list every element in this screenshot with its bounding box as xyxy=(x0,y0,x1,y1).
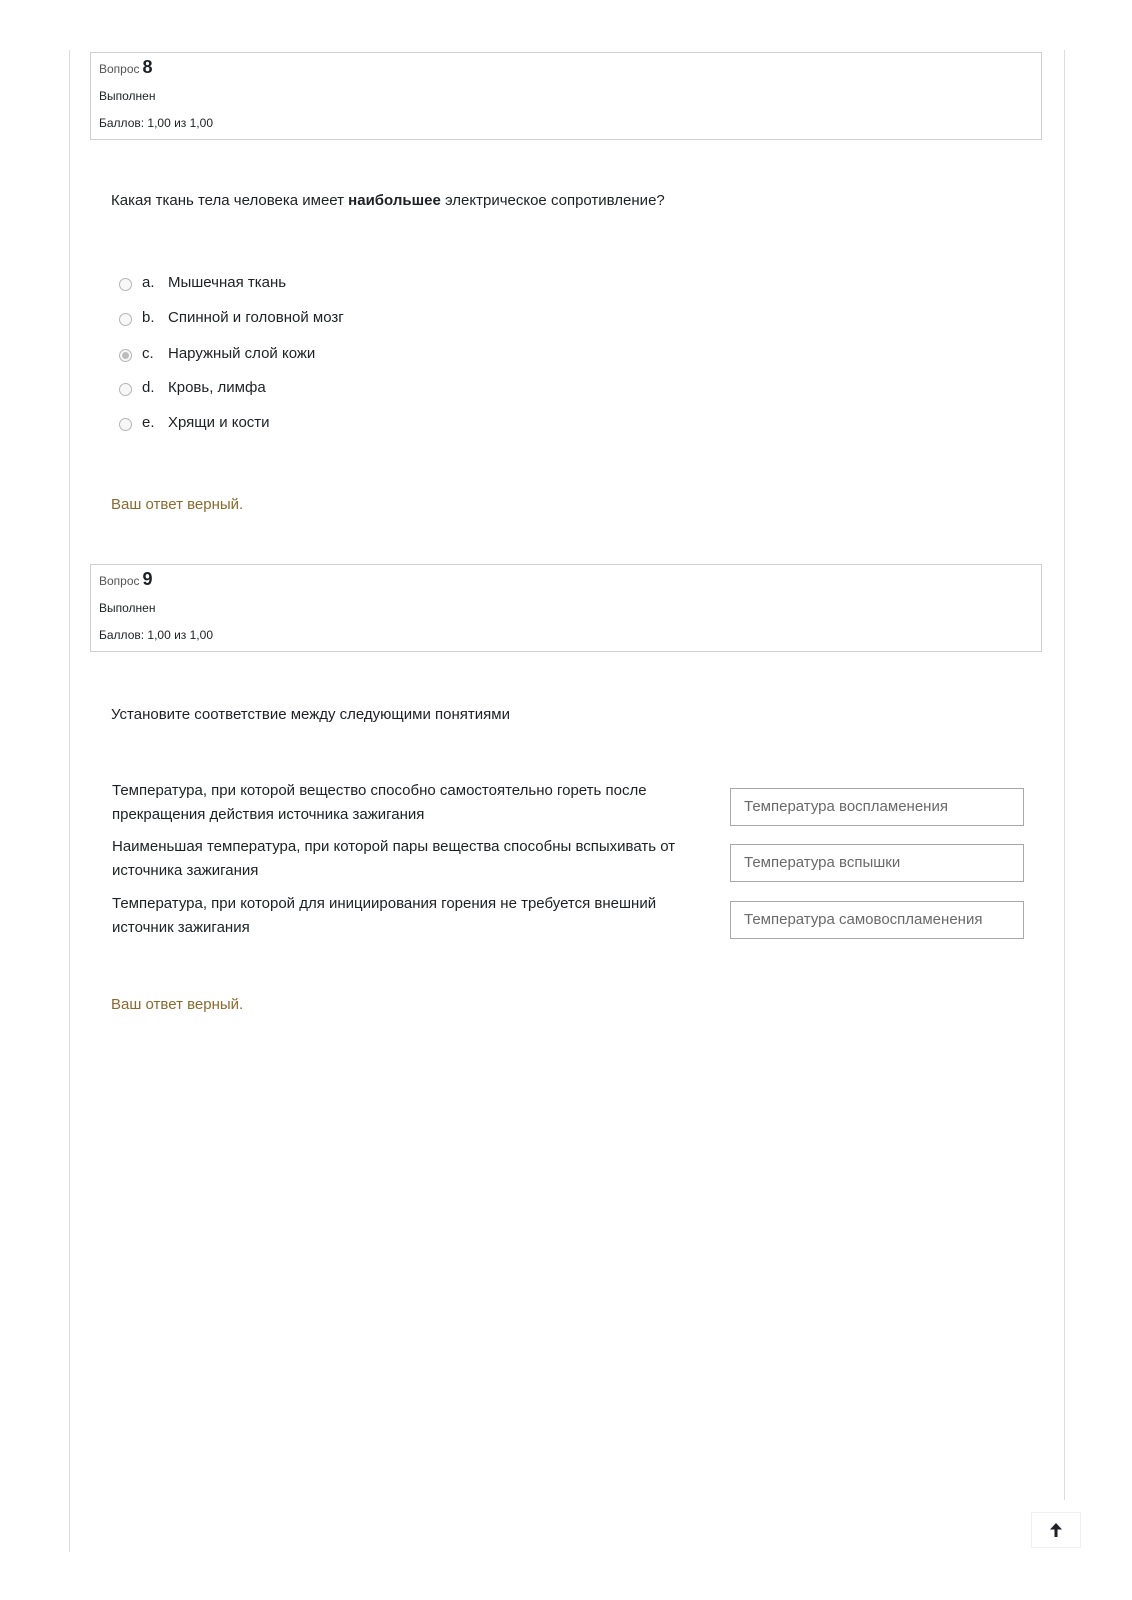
option-letter: e. xyxy=(142,413,155,431)
option-letter: a. xyxy=(142,273,155,291)
question-number-line xyxy=(99,569,153,590)
radio-button[interactable] xyxy=(119,278,132,291)
option-letter: d. xyxy=(142,378,155,396)
question-text xyxy=(111,192,665,209)
option-text: Кровь, лимфа xyxy=(168,378,266,396)
option-text: Хрящи и кости xyxy=(168,413,270,431)
option-text: Наружный слой кожи xyxy=(168,344,316,362)
feedback-correct: Ваш ответ верный. xyxy=(111,996,244,1013)
option-text: Спинной и головной мозг xyxy=(168,308,344,326)
question-label: Вопрос xyxy=(99,62,140,76)
answer-option-b[interactable] xyxy=(119,305,344,329)
option-letter: c. xyxy=(142,344,154,362)
question-label: Вопрос xyxy=(99,574,140,588)
question-text: Установите соответствие между следующими понятиями xyxy=(111,706,510,723)
match-stem-2: Наименьшая температура, при которой пары вещества способны вспыхивать от источника зажигания xyxy=(112,838,676,879)
radio-button[interactable] xyxy=(119,313,132,326)
page-border-right xyxy=(1064,50,1065,1500)
question-info-box xyxy=(90,52,1042,140)
radio-button[interactable] xyxy=(119,383,132,396)
question-info-box xyxy=(90,564,1042,652)
question-grade: Баллов: 1,00 из 1,00 xyxy=(99,116,213,130)
answer-option-d[interactable] xyxy=(119,375,266,399)
match-select-3[interactable]: Температура самовоспламенения xyxy=(730,901,1024,939)
option-letter: b. xyxy=(142,308,155,326)
back-to-top-button[interactable] xyxy=(1031,1512,1081,1548)
answer-option-e[interactable] xyxy=(119,410,270,434)
match-stem-3: Температура, при которой для инициирования горения не требуется внешний источник зажигания xyxy=(112,895,657,936)
question-text-start: Какая ткань тела человека имеет xyxy=(111,192,349,209)
arrow-up-icon xyxy=(1048,1522,1064,1538)
match-select-1[interactable]: Температура воспламенения xyxy=(730,788,1024,826)
question-state: Выполнен xyxy=(99,89,156,103)
answer-option-a[interactable] xyxy=(119,270,286,294)
question-text-emphasis: наибольшее xyxy=(348,192,441,209)
question-number: 8 xyxy=(142,57,153,77)
answer-option-c[interactable] xyxy=(119,341,315,365)
question-number: 9 xyxy=(142,569,153,589)
question-text-end: электрическое сопротивление? xyxy=(440,192,665,209)
question-grade: Баллов: 1,00 из 1,00 xyxy=(99,628,213,642)
match-stem-1: Температура, при которой вещество способно самостоятельно гореть после прекращения действия источника зажигания xyxy=(112,782,647,823)
question-number-line xyxy=(99,57,153,78)
option-text: Мышечная ткань xyxy=(168,273,287,291)
page-border-left xyxy=(69,50,70,1552)
match-select-2[interactable]: Температура вспышки xyxy=(730,844,1024,882)
radio-button[interactable] xyxy=(119,418,132,431)
radio-button-selected[interactable] xyxy=(119,349,132,362)
question-state: Выполнен xyxy=(99,601,156,615)
feedback-correct: Ваш ответ верный. xyxy=(111,496,244,513)
